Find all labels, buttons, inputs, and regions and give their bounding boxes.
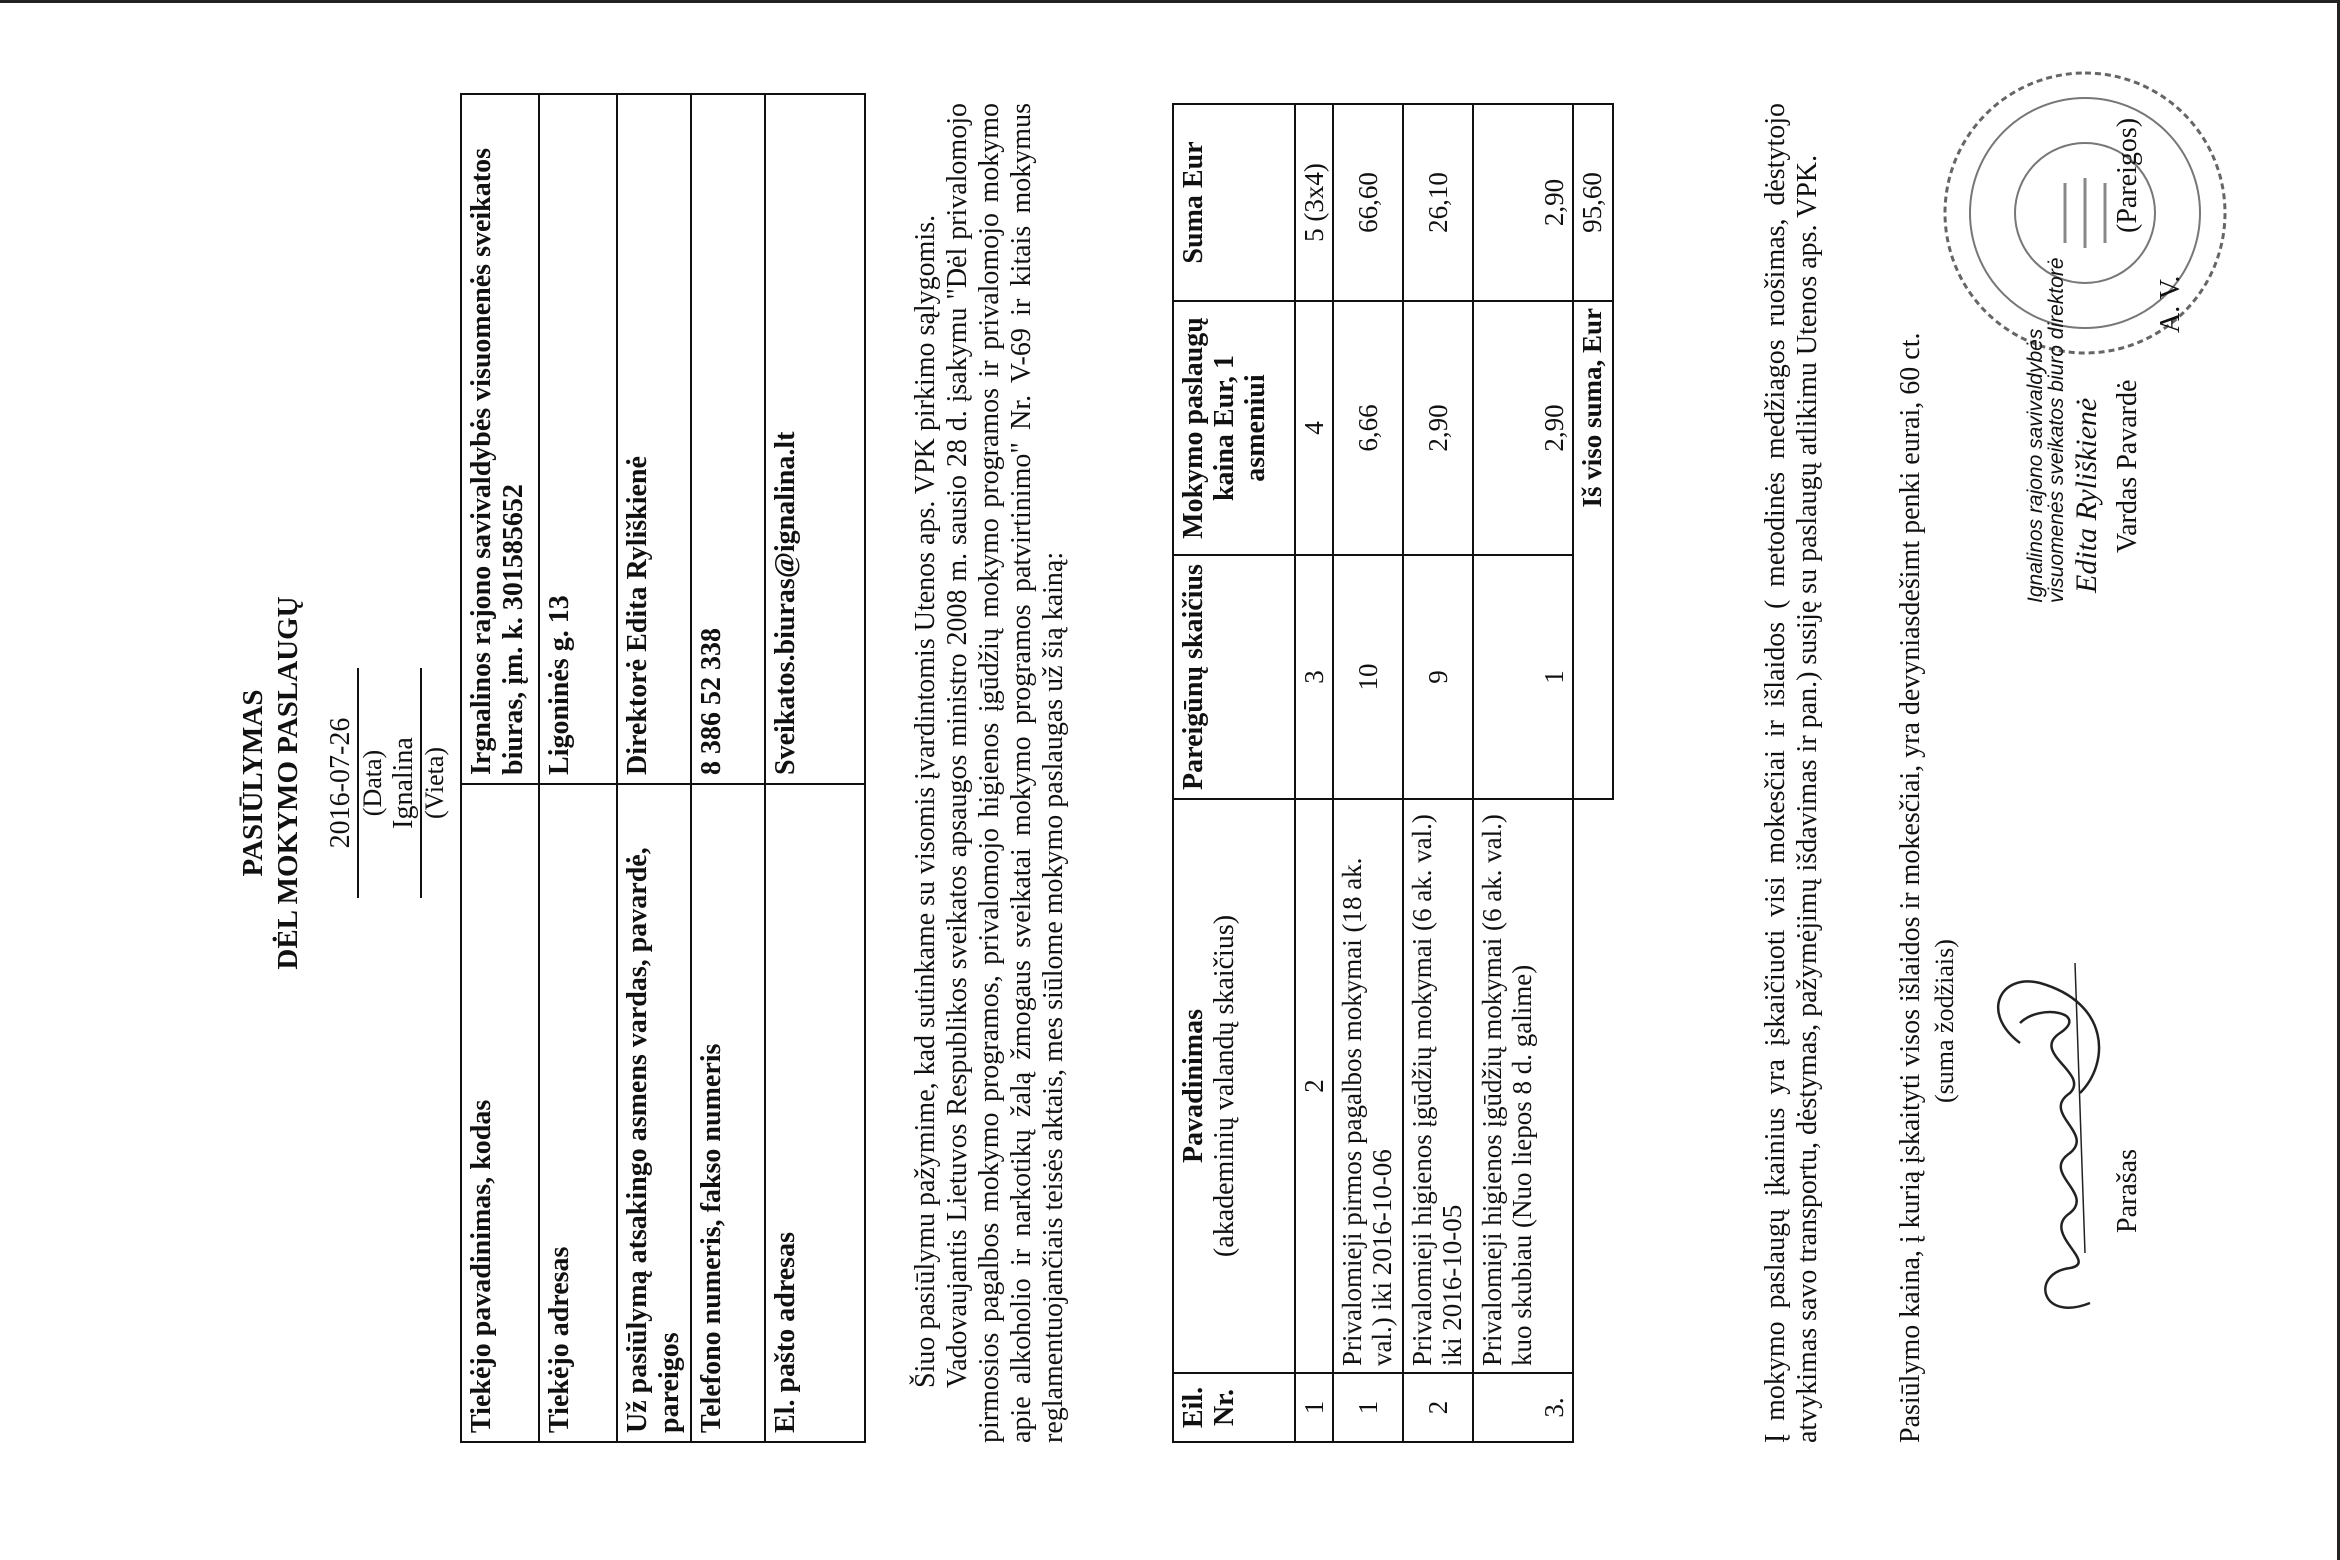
table-row — [1473, 104, 1573, 1442]
supplier-name-key: Tiekėjo pavadinimas, kodas — [461, 784, 539, 1442]
email-key: El. pašto adresas — [765, 784, 865, 1442]
services-table — [1172, 103, 1614, 1443]
stamp-text-line1: Ignalinos rajono savivaldybės — [2024, 328, 2047, 603]
col-header-nr: Eil. Nr. — [1173, 1373, 1295, 1442]
col-header-name-sub: (akademinių valandų skaičius) — [1209, 914, 1240, 1258]
row-price: 2,90 — [1473, 301, 1573, 555]
index-cell: 1 — [1295, 1373, 1333, 1442]
table-row — [1333, 104, 1403, 1442]
stamp-text-line2: visuomenės sveikatos biuro direktorė — [2045, 257, 2068, 603]
place-value: Ignalina — [388, 668, 422, 898]
table-row — [617, 94, 691, 1442]
blank-cell — [1573, 799, 1613, 1442]
row-nr: 2 — [1403, 1373, 1473, 1442]
date-value: 2016-07-26 — [325, 668, 359, 898]
table-row — [691, 94, 765, 1442]
row-sum: 26,10 — [1403, 104, 1473, 301]
responsible-person-key: Už pasiūlymą atsakingo asmens vardas, pavardė, pareigos — [617, 784, 691, 1442]
stamp-place-label: A. V. — [2155, 275, 2186, 333]
row-nr: 1 — [1333, 1373, 1403, 1442]
row-sum: 66,60 — [1333, 104, 1403, 301]
row-count: 1 — [1473, 555, 1573, 799]
row-name: Privalomieji higienos įgūdžių mokymai (6 ak. val.) iki 2016-10-05 — [1403, 799, 1473, 1373]
intro-paragraph-2: Vadovaujantis Lietuvos Respublikos sveikatos apsaugos ministro 2008 m. sausio 28 d. įsakymu "Dėl privalomojo pirmosios pagalbos mokymo programos, privalomojo higienos įgūdžių mokymo programos ir privalomojo mokymo apie alkoholio ir narkotikų žalą žmogaus sveikatai mokymo programos patvirtinimo" Nr. V-69 ir kitais mokymus reglamentuojančiais teisės aktais, mes siūlome mokymo paslaugas už šią kainą: — [942, 103, 1069, 1443]
date-label: (Data) — [358, 749, 387, 817]
intro-paragraph-1: Šiuo pasiūlymu pažymime, kad sutinkame su visomis įvardintomis Utenos aps. VPK pirkimo sąlygomis. — [910, 214, 941, 1388]
table-index-row — [1295, 104, 1333, 1442]
table-total-row — [1573, 104, 1613, 1442]
row-count: 9 — [1403, 555, 1473, 799]
row-count: 10 — [1333, 555, 1403, 799]
document-subtitle: DĖL MOKYMO PASLAUGŲ — [272, 596, 304, 970]
total-label: Iš viso suma, Eur — [1573, 301, 1613, 799]
index-cell: 2 — [1295, 799, 1333, 1373]
index-cell: 3 — [1295, 555, 1333, 799]
signature-label: Parašas — [2112, 1149, 2143, 1233]
director-name-script: Edita Ryliškienė — [2070, 397, 2103, 593]
included-costs-text: Į mokymo paslaugų įkainius yra įskaičiuoti visi mokesčiai ir išlaidos ( metodinės medžiagos ruošimas, dėstytojo atvykimas savo transportu, dėstymas, pažymėjimų išdavimas ir pan.) susiję su paslaugų atlikimu Utenos aps. VPK. — [1760, 103, 1823, 1443]
col-header-count: Pareigūnų skaičius — [1173, 555, 1295, 799]
table-row — [539, 94, 617, 1442]
index-cell: 4 — [1295, 301, 1333, 555]
phone-key: Telefono numeris, fakso numeris — [691, 784, 765, 1442]
col-header-price: Mokymo paslaugų kaina Eur, 1 asmeniui — [1173, 301, 1295, 555]
official-stamp — [1935, 63, 2235, 363]
total-value: 95,60 — [1573, 104, 1613, 301]
place-line — [388, 33, 422, 1533]
offer-price-text: Pasiūlymo kaina, į kurią įskaityti visos išlaidos ir mokesčiai, yra devyniasdešimt penki eurai, 60 ct. — [1895, 332, 1926, 1443]
supplier-info-table — [460, 93, 866, 1443]
document-title: PASIŪLYMAS — [237, 689, 269, 877]
date-line — [325, 33, 359, 1533]
table-row — [765, 94, 865, 1442]
name-label: Vardas Pavardė — [2112, 379, 2143, 553]
table-row — [461, 94, 539, 1442]
row-name: Privalomieji pirmos pagalbos mokymai (18 ak. val.) iki 2016-10-06 — [1333, 799, 1403, 1373]
intro-paragraphs — [910, 103, 1070, 1443]
row-price: 2,90 — [1403, 301, 1473, 555]
table-row — [1403, 104, 1473, 1442]
supplier-address-value: Ligoninės g. 13 — [539, 94, 617, 784]
phone-value: 8 386 52 338 — [691, 94, 765, 784]
col-header-sum: Suma Eur — [1173, 104, 1295, 301]
email-value: Sveikatos.biuras@ignalina.lt — [765, 94, 865, 784]
row-nr: 3. — [1473, 1373, 1573, 1442]
supplier-name-value: Irgnalinos rajono savivaldybės visuomenės sveikatos biuras, įm. k. 301585652 — [461, 94, 539, 784]
place-label: (Vieta) — [420, 746, 449, 820]
supplier-address-key: Tiekėjo adresas — [539, 784, 617, 1442]
director-name-stamp — [2025, 258, 2067, 604]
index-cell: 5 (3x4) — [1295, 104, 1333, 301]
position-label: (Pareigos) — [2112, 117, 2143, 233]
col-header-name — [1173, 799, 1295, 1373]
row-sum: 2,90 — [1473, 104, 1573, 301]
offer-price-sublabel: (suma žodžiais) — [1930, 939, 1959, 1103]
document-page — [20, 33, 2220, 1533]
handwritten-signature — [1920, 943, 2120, 1363]
scan-top-edge — [0, 0, 2340, 3]
table-header-row — [1173, 104, 1295, 1442]
row-name: Privalomieji higienos įgūdžių mokymai (6 ak. val.) kuo skubiau (Nuo liepos 8 d. galime) — [1473, 799, 1573, 1373]
responsible-person-value: Direktorė Edita Ryliškienė — [617, 94, 691, 784]
row-price: 6,66 — [1333, 301, 1403, 555]
col-header-name-title: Pavadinimas — [1178, 1008, 1209, 1164]
